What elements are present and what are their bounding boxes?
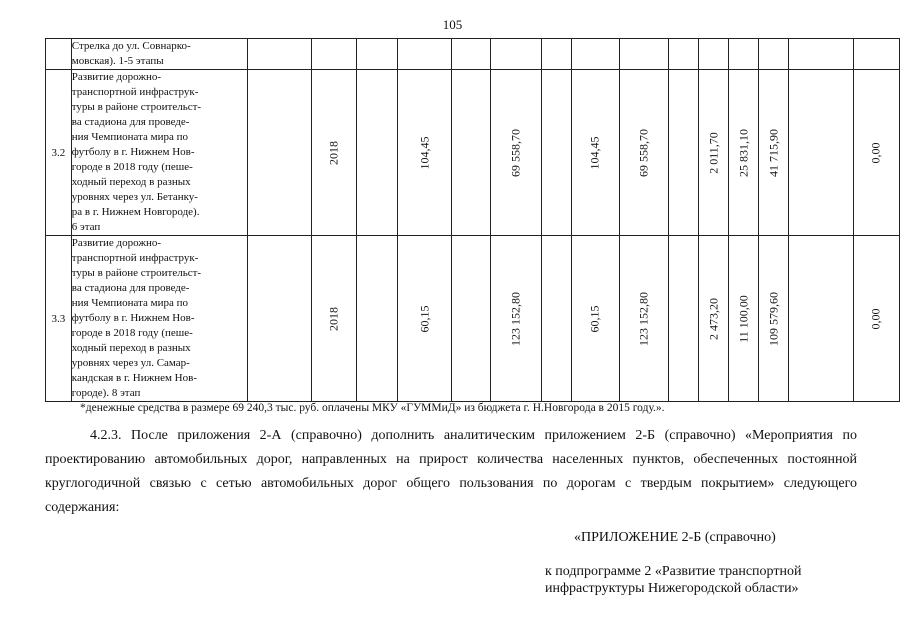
description-line: Развитие дорожно- [71, 237, 161, 249]
amendment-paragraph: 4.2.3. После приложения 2-А (справочно) дополнить аналитическим приложением 2-Б (справочно) «Мероприятия по проектированию автомобильных дорог, направленных на прирост количества населенных пунктов, обеспеченных постоянной круглогодичной связью с сетью автомобильных дорог общего пользования по дорогам с твердым покрытием» следующего содержания: [45, 428, 857, 515]
value-cell [853, 70, 899, 236]
description-line: кандская в г. Нижнем Нов- [71, 372, 197, 384]
description-line: Развитие дорожно- [71, 71, 161, 83]
row-number: 3.3 [46, 236, 72, 402]
cell-value: 104,45 [417, 136, 432, 169]
value-cell [490, 70, 542, 236]
cell-value: 2018 [326, 306, 341, 331]
description-line: транспортной инфраструк- [71, 86, 199, 98]
measures-table [45, 38, 900, 402]
row-number: 3.2 [46, 70, 72, 236]
value-cell [357, 70, 398, 236]
value-cell [668, 39, 698, 70]
value-cell [490, 236, 542, 402]
value-cell [490, 39, 542, 70]
description-line: мовская). 1-5 этапы [71, 55, 164, 67]
cell-value: 109 579,60 [766, 291, 781, 346]
cell-value: 60,15 [587, 305, 602, 332]
value-cell [853, 39, 899, 70]
description-line: городе в 2018 году (пеше- [71, 161, 193, 173]
description-line: туры в районе строительст- [71, 267, 202, 279]
cell-value: 2018 [326, 140, 341, 165]
value-cell [572, 39, 619, 70]
value-cell [357, 39, 398, 70]
description-line: ния Чемпионата мира по [71, 297, 189, 309]
appendix-subtitle [545, 563, 801, 597]
cell-value: 11 100,00 [736, 294, 751, 343]
value-cell [542, 39, 572, 70]
cell-value: 123 152,80 [508, 291, 523, 346]
row-description [71, 236, 247, 402]
cell-value: 41 715,90 [766, 128, 781, 177]
value-cell [357, 236, 398, 402]
value-cell [247, 70, 311, 236]
cell-value: 2 473,20 [706, 297, 720, 340]
value-cell [668, 70, 698, 236]
description-line: транспортной инфраструк- [71, 252, 199, 264]
value-cell [789, 236, 853, 402]
value-cell [853, 236, 899, 402]
description-line: ния Чемпионата мира по [71, 131, 189, 143]
value-cell [789, 39, 853, 70]
value-cell [572, 236, 619, 402]
value-cell [398, 39, 452, 70]
cell-value: 25 831,10 [736, 128, 751, 177]
description-line: ходный переход в разных [71, 342, 191, 354]
table-row [46, 236, 900, 402]
value-cell [451, 70, 490, 236]
value-cell [451, 39, 490, 70]
cell-value: 123 152,80 [636, 291, 651, 346]
value-cell [247, 236, 311, 402]
appendix-line-1: к подпрограмме 2 «Развитие транспортной [545, 564, 802, 579]
value-cell [619, 236, 668, 402]
value-cell [398, 70, 452, 236]
cell-value: 104,45 [587, 136, 602, 169]
description-line: 6 этап [71, 221, 101, 233]
cell-value: 60,15 [417, 305, 432, 332]
value-cell [729, 70, 759, 236]
description-line: футболу в г. Нижнем Нов- [71, 146, 195, 158]
value-cell [312, 70, 357, 236]
value-cell [312, 236, 357, 402]
description-line: футболу в г. Нижнем Нов- [71, 312, 195, 324]
description-line: ва стадиона для проведе- [71, 116, 190, 128]
value-cell [729, 236, 759, 402]
value-cell [542, 236, 572, 402]
table-row [46, 70, 900, 236]
value-cell [619, 70, 668, 236]
description-line: городе). 8 этап [71, 387, 141, 399]
description-line: ходный переход в разных [71, 176, 191, 188]
description-line: уровнях через ул. Самар- [71, 357, 190, 369]
value-cell [668, 236, 698, 402]
row-description [71, 70, 247, 236]
description-line: городе в 2018 году (пеше- [71, 327, 193, 339]
description-line: ва стадиона для проведе- [71, 282, 190, 294]
value-cell [789, 70, 853, 236]
value-cell [398, 236, 452, 402]
value-cell [698, 236, 728, 402]
cell-value: 69 558,70 [636, 128, 651, 177]
page-number: 105 [442, 17, 463, 32]
value-cell [759, 39, 789, 70]
table-row [46, 39, 900, 70]
description-line: уровнях через ул. Бетанку- [71, 191, 198, 203]
description-line: Стрелка до ул. Совнарко- [71, 40, 191, 52]
cell-value: 69 558,70 [508, 128, 523, 177]
value-cell [312, 39, 357, 70]
table-footnote: *денежные средства в размере 69 240,3 тыс. руб. оплачены МКУ «ГУММиД» из бюджета г. Н.Новгорода в 2015 году.». [80, 402, 665, 414]
description-line: туры в районе строительст- [71, 101, 202, 113]
cell-value: 2 011,70 [706, 131, 720, 174]
value-cell [698, 70, 728, 236]
cell-value: 0,00 [868, 308, 883, 329]
value-cell [542, 70, 572, 236]
value-cell [759, 70, 789, 236]
value-cell [451, 236, 490, 402]
row-description [71, 39, 247, 70]
value-cell [619, 39, 668, 70]
value-cell [698, 39, 728, 70]
description-line: ра в г. Нижнем Новгороде). [71, 206, 200, 218]
value-cell [572, 70, 619, 236]
value-cell [247, 39, 311, 70]
appendix-line-2: инфраструктуры Нижегородской области» [545, 581, 799, 596]
row-number [46, 39, 72, 70]
appendix-title: «ПРИЛОЖЕНИЕ 2-Б (справочно) [574, 530, 776, 545]
cell-value: 0,00 [868, 142, 883, 163]
value-cell [729, 39, 759, 70]
value-cell [759, 236, 789, 402]
